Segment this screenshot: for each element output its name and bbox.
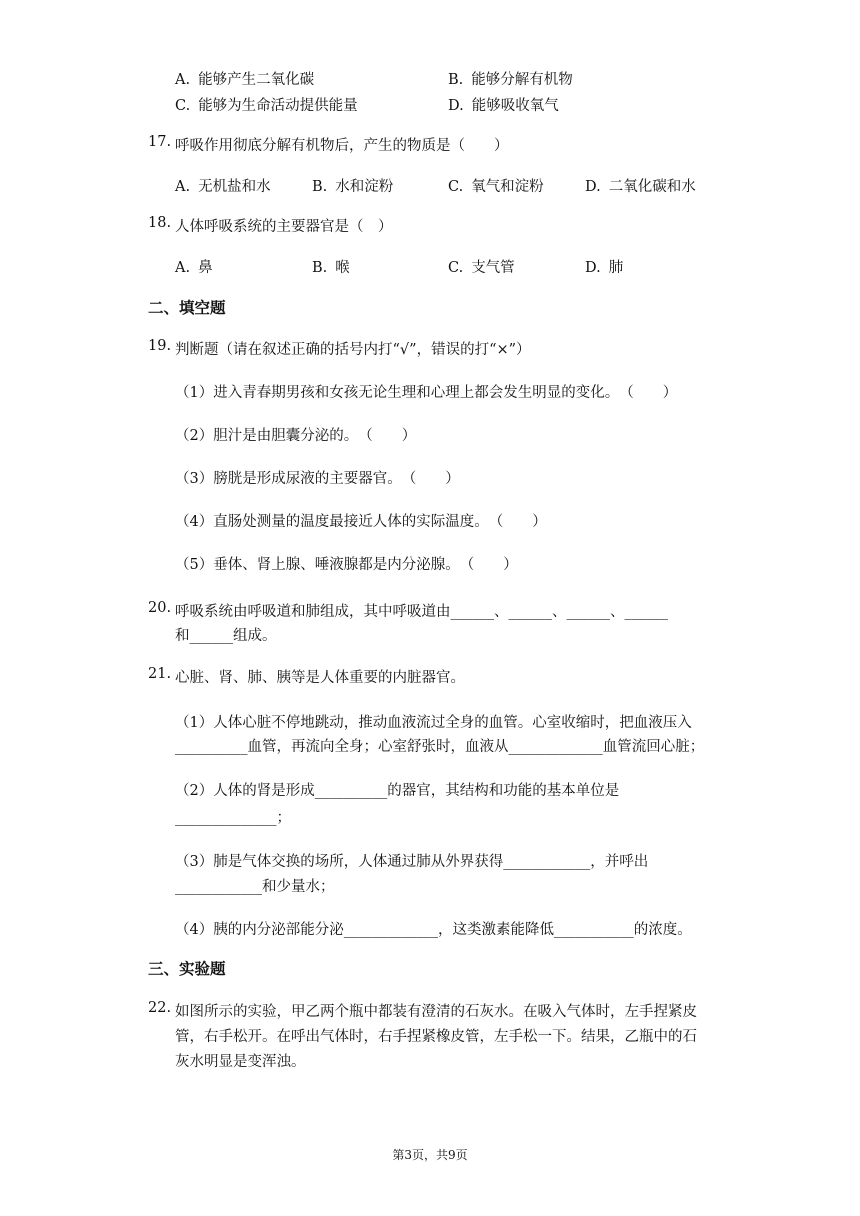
question-number: 17. xyxy=(148,134,172,150)
judgment-item: （4）直肠处测量的温度最接近人体的实际温度。 （ ） xyxy=(175,514,547,530)
option-b: B. 喉 xyxy=(312,260,350,276)
judgment-item: （2）胆汁是由胆囊分泌的。 （ ） xyxy=(175,428,417,444)
question-text: 呼吸系统由呼吸道和肺组成，其中呼吸道由______、______、______、______ xyxy=(175,604,668,620)
question-text: 心脏、肾、肺、胰等是人体重要的内脏器官。 xyxy=(175,670,465,686)
option-a: A. 无机盐和水 xyxy=(175,179,271,195)
question-number: 18. xyxy=(148,215,172,231)
fill-item: （3）肺是气体交换的场所，人体通过肺从外界获得____________，并呼出 xyxy=(175,854,649,870)
option-a: A. 鼻 xyxy=(175,260,213,276)
option-d: D. 肺 xyxy=(585,260,624,276)
question-text: 灰水明显是变浑浊。 xyxy=(175,1054,306,1070)
option-a: A. 能够产生二氧化碳 xyxy=(175,72,315,88)
option-c: C. 氧气和淀粉 xyxy=(448,179,544,195)
question-text: 管，右手松开。在呼出气体时，右手捏紧橡皮管，左手松一下。结果，乙瓶中的石 xyxy=(175,1029,697,1045)
fill-item: （2）人体的肾是形成__________的器官，其结构和功能的基本单位是 xyxy=(175,783,620,799)
option-d: D. 能够吸收氧气 xyxy=(448,98,559,114)
judgment-item: （3）膀胱是形成尿液的主要器官。 （ ） xyxy=(175,471,460,487)
option-b: B. 能够分解有机物 xyxy=(448,72,573,88)
fill-item: （4）胰的内分泌部能分泌_____________，这类激素能降低___________的浓度。 xyxy=(175,922,692,938)
question-number: 21. xyxy=(148,666,172,682)
page-footer: 第3页，共9页 xyxy=(392,1148,468,1162)
question-number: 20. xyxy=(148,600,172,616)
section-heading: 二、填空题 xyxy=(148,298,226,317)
fill-item: ____________和少量水； xyxy=(175,879,335,895)
option-d: D. 二氧化碳和水 xyxy=(585,179,696,195)
question-number: 19. xyxy=(148,338,172,354)
option-b: B. 水和淀粉 xyxy=(312,179,394,195)
option-c: C. 支气管 xyxy=(448,260,515,276)
question-number: 22. xyxy=(148,1000,172,1016)
judgment-item: （5）垂体、肾上腺、唾液腺都是内分泌腺。 （ ） xyxy=(175,557,518,573)
fill-item: __________血管，再流向全身；心室舒张时，血液从_____________血管流回心脏； xyxy=(175,739,705,755)
judgment-item: （1）进入青春期男孩和女孩无论生理和心理上都会发生明显的变化。 （ ） xyxy=(175,385,678,401)
option-c: C. 能够为生命活动提供能量 xyxy=(175,98,358,114)
fill-item: ______________； xyxy=(175,810,291,826)
fill-item: （1）人体心脏不停地跳动，推动血液流过全身的血管。心室收缩时，把血液压入 xyxy=(175,715,692,731)
question-text: 和______组成。 xyxy=(175,628,277,644)
question-text: 人体呼吸系统的主要器官是（ ） xyxy=(175,219,393,235)
question-text: 呼吸作用彻底分解有机物后，产生的物质是（ ） xyxy=(175,138,509,154)
question-text: 如图所示的实验，甲乙两个瓶中都装有澄清的石灰水。在吸入气体时，左手捏紧皮 xyxy=(175,1004,697,1020)
question-text: 判断题（请在叙述正确的括号内打“√”，错误的打“×”） xyxy=(175,342,531,358)
section-heading: 三、实验题 xyxy=(148,959,226,978)
